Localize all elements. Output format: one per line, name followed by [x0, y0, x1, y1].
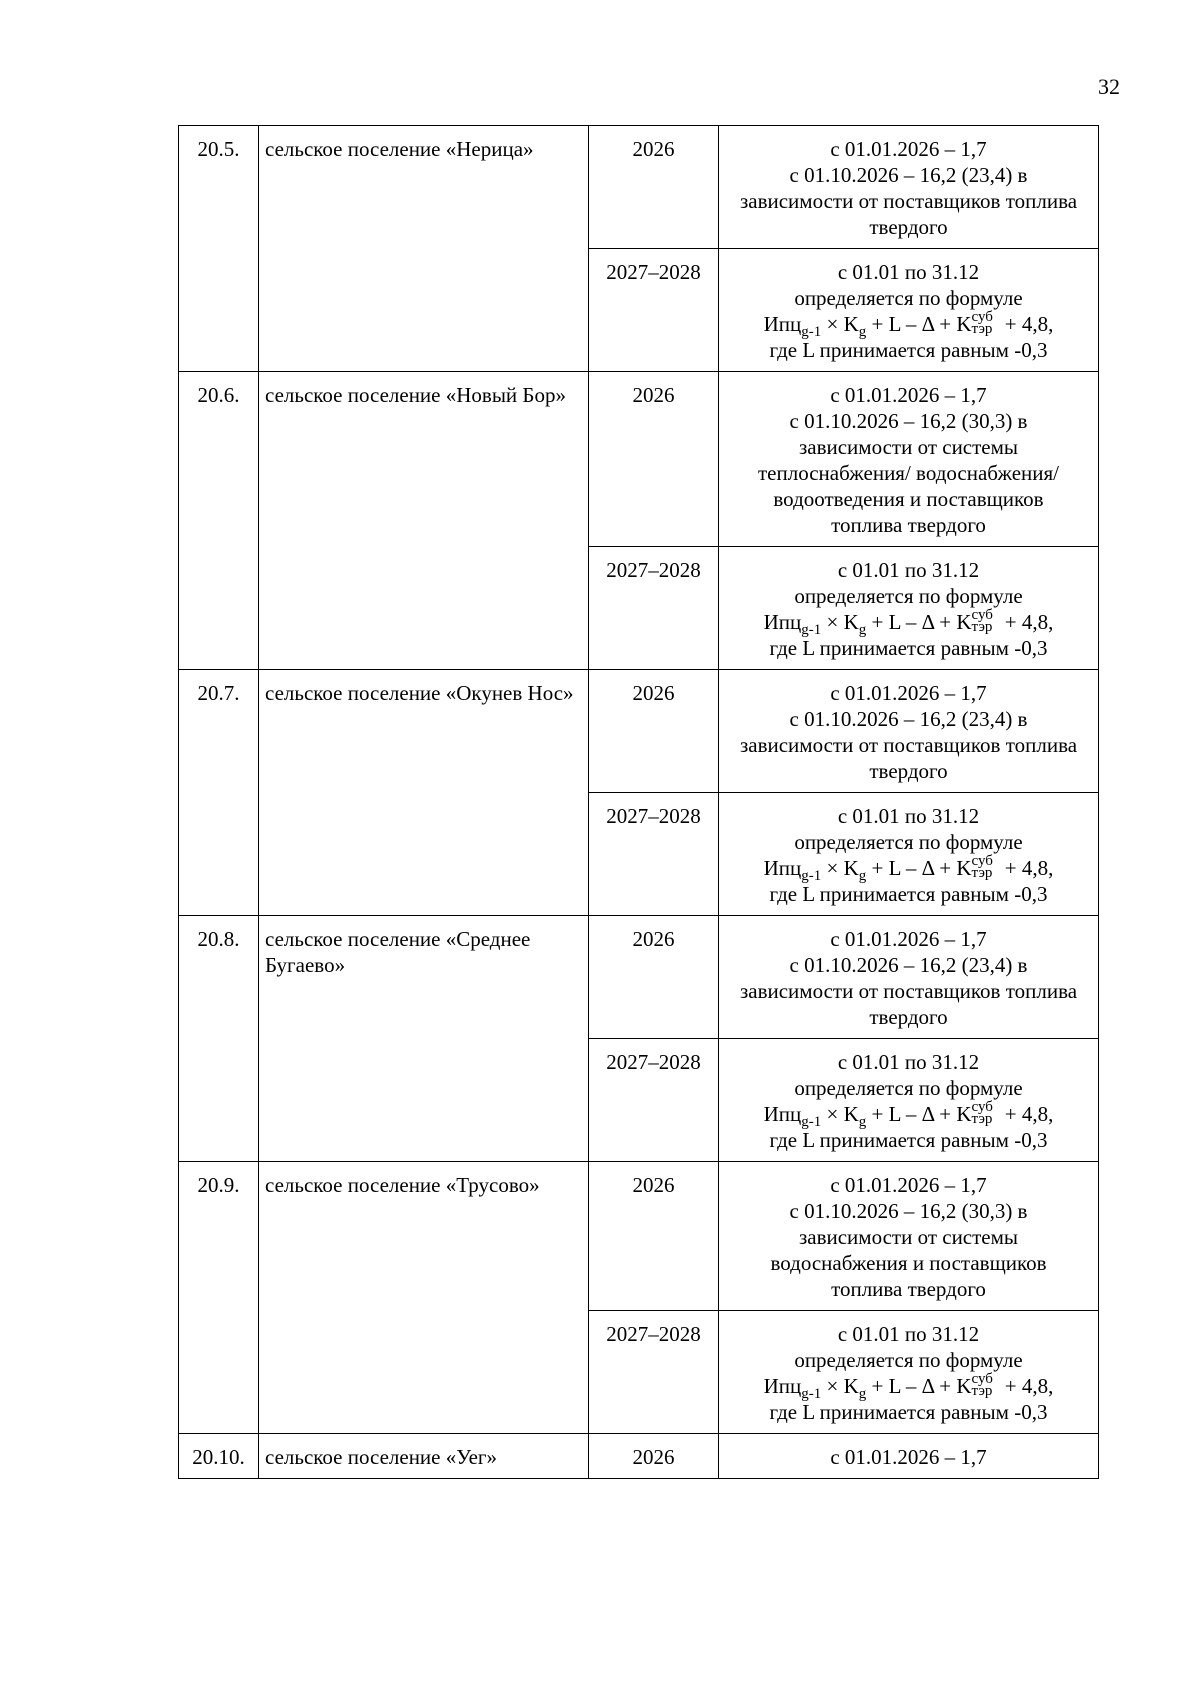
value-line: где L принимается равным -0,3 — [769, 338, 1048, 362]
value-line: зависимости от поставщиков топлива — [739, 189, 1078, 213]
value-line: определяется по формуле — [794, 830, 1023, 854]
value-line: с 01.10.2026 – 16,2 (23,4) в — [789, 163, 1028, 187]
settlement-name: сельское поселение «Окунев Нос» — [259, 670, 589, 916]
value-line: с 01.01 по 31.12 — [837, 1050, 980, 1074]
value-line: топлива твердого — [831, 1277, 986, 1301]
value-line: с 01.10.2026 – 16,2 (23,4) в — [789, 707, 1028, 731]
formula-ipc-subscript: g-1 — [801, 324, 822, 340]
table-body — [179, 126, 1099, 1479]
value-line: зависимости от поставщиков топлива — [739, 733, 1078, 757]
formula-ipc: Ипц — [763, 1102, 802, 1126]
period-value — [719, 126, 1099, 249]
value-line: с 01.01.2026 – 1,7 — [830, 137, 987, 161]
settlement-name: сельское поселение «Новый Бор» — [259, 372, 589, 670]
formula-times-k: × K — [821, 1102, 859, 1126]
period-year: 2026 — [589, 126, 719, 249]
period-year: 2026 — [589, 1434, 719, 1479]
value-line: водоотведения и поставщиков — [773, 487, 1044, 511]
formula-line — [725, 1371, 1092, 1402]
value-line: водоснабжения и поставщиков — [770, 1251, 1047, 1275]
row-number: 20.8. — [179, 916, 259, 1162]
tariff-table — [178, 125, 1099, 1479]
value-line: с 01.01 по 31.12 — [837, 804, 980, 828]
formula-k-subscript-ter: тэр — [971, 321, 993, 337]
formula-k-superscript: суб — [971, 853, 993, 869]
row-number: 20.5. — [179, 126, 259, 372]
formula-k-indices — [972, 609, 1000, 635]
formula-mid: + L – Δ + K — [866, 856, 972, 880]
formula-times-k: × K — [821, 856, 859, 880]
value-line: определяется по формуле — [794, 286, 1023, 310]
period-value — [719, 793, 1099, 916]
formula-k-subscript: g — [858, 1386, 867, 1402]
formula-k-indices — [972, 311, 1000, 337]
formula-line — [725, 607, 1092, 638]
table-row — [179, 916, 1099, 1039]
value-line: зависимости от системы — [798, 1225, 1019, 1249]
formula-k-indices — [972, 1373, 1000, 1399]
formula-ipc-subscript: g-1 — [801, 1386, 822, 1402]
period-value — [719, 1162, 1099, 1311]
value-line: с 01.01 по 31.12 — [837, 260, 980, 284]
period-year: 2027–2028 — [589, 1039, 719, 1162]
formula-mid: + L – Δ + K — [866, 1374, 972, 1398]
value-line: с 01.01.2026 – 1,7 — [830, 383, 987, 407]
value-line: теплоснабжения/ водоснабжения/ — [758, 461, 1059, 485]
formula-k-subscript-ter: тэр — [971, 865, 993, 881]
formula-k-superscript: суб — [971, 607, 993, 623]
value-line: с 01.01.2026 – 1,7 — [830, 927, 987, 951]
formula-tail: + 4,8, — [999, 1374, 1054, 1398]
formula-ipc-subscript: g-1 — [801, 868, 822, 884]
formula-ipc: Ипц — [763, 1374, 802, 1398]
formula-tail: + 4,8, — [999, 856, 1054, 880]
formula-k-indices — [972, 855, 1000, 881]
value-line: где L принимается равным -0,3 — [769, 882, 1048, 906]
period-year: 2026 — [589, 372, 719, 547]
formula-line — [725, 853, 1092, 884]
formula-mid: + L – Δ + K — [866, 312, 972, 336]
value-line: с 01.01 по 31.12 — [837, 558, 980, 582]
formula-ipc-subscript: g-1 — [801, 1114, 822, 1130]
formula-k-subscript: g — [858, 868, 867, 884]
period-year: 2026 — [589, 916, 719, 1039]
period-year: 2026 — [589, 1162, 719, 1311]
period-value — [719, 670, 1099, 793]
formula-times-k: × K — [821, 610, 859, 634]
period-year: 2027–2028 — [589, 547, 719, 670]
formula-ipc-subscript: g-1 — [801, 622, 822, 638]
row-number: 20.6. — [179, 372, 259, 670]
value-line: где L принимается равным -0,3 — [769, 1400, 1048, 1424]
period-value — [719, 547, 1099, 670]
settlement-name: сельское поселение «Уег» — [259, 1434, 589, 1479]
formula-k-subscript: g — [858, 622, 867, 638]
value-line: зависимости от поставщиков топлива — [739, 979, 1078, 1003]
value-line: определяется по формуле — [794, 1348, 1023, 1372]
row-number: 20.10. — [179, 1434, 259, 1479]
row-number: 20.7. — [179, 670, 259, 916]
period-year: 2027–2028 — [589, 249, 719, 372]
value-line: с 01.01.2026 – 1,7 — [830, 1173, 987, 1197]
formula-k-subscript: g — [858, 1114, 867, 1130]
formula-mid: + L – Δ + K — [866, 1102, 972, 1126]
value-line: твердого — [869, 215, 948, 239]
period-value — [719, 916, 1099, 1039]
formula-line — [725, 1099, 1092, 1130]
value-line: топлива твердого — [831, 513, 986, 537]
settlement-name: сельское поселение «Нерица» — [259, 126, 589, 372]
formula-times-k: × K — [821, 1374, 859, 1398]
value-line: твердого — [869, 1005, 948, 1029]
period-value — [719, 249, 1099, 372]
formula-mid: + L – Δ + K — [866, 610, 972, 634]
formula-tail: + 4,8, — [999, 1102, 1054, 1126]
period-value — [719, 1434, 1099, 1479]
table-row — [179, 1434, 1099, 1479]
formula-k-superscript: суб — [971, 1371, 993, 1387]
period-year: 2026 — [589, 670, 719, 793]
value-line: где L принимается равным -0,3 — [769, 636, 1048, 660]
formula-ipc: Ипц — [763, 856, 802, 880]
formula-k-subscript: g — [858, 324, 867, 340]
value-line: зависимости от системы — [798, 435, 1019, 459]
page-number: 32 — [1098, 74, 1120, 99]
settlement-name: сельское поселение «Среднее Бугаево» — [259, 916, 589, 1162]
value-line: с 01.01.2026 – 1,7 — [830, 1445, 987, 1469]
formula-tail: + 4,8, — [999, 610, 1054, 634]
formula-tail: + 4,8, — [999, 312, 1054, 336]
formula-k-superscript: суб — [971, 309, 993, 325]
value-line: твердого — [869, 759, 948, 783]
table-row — [179, 1162, 1099, 1311]
formula-k-subscript-ter: тэр — [971, 619, 993, 635]
period-value — [719, 1039, 1099, 1162]
table-row — [179, 670, 1099, 793]
formula-line — [725, 309, 1092, 340]
value-line: с 01.10.2026 – 16,2 (30,3) в — [789, 1199, 1028, 1223]
formula-k-indices — [972, 1101, 1000, 1127]
period-year: 2027–2028 — [589, 1311, 719, 1434]
value-line: с 01.01 по 31.12 — [837, 1322, 980, 1346]
value-line: с 01.10.2026 – 16,2 (23,4) в — [789, 953, 1028, 977]
formula-k-superscript: суб — [971, 1099, 993, 1115]
value-line: где L принимается равным -0,3 — [769, 1128, 1048, 1152]
settlement-name: сельское поселение «Трусово» — [259, 1162, 589, 1434]
formula-times-k: × K — [821, 312, 859, 336]
table-row — [179, 372, 1099, 547]
value-line: определяется по формуле — [794, 1076, 1023, 1100]
period-year: 2027–2028 — [589, 793, 719, 916]
value-line: с 01.10.2026 – 16,2 (30,3) в — [789, 409, 1028, 433]
value-line: с 01.01.2026 – 1,7 — [830, 681, 987, 705]
formula-k-subscript-ter: тэр — [971, 1383, 993, 1399]
period-value — [719, 372, 1099, 547]
table-row — [179, 126, 1099, 249]
formula-k-subscript-ter: тэр — [971, 1111, 993, 1127]
formula-ipc: Ипц — [763, 610, 802, 634]
value-line: определяется по формуле — [794, 584, 1023, 608]
formula-ipc: Ипц — [763, 312, 802, 336]
row-number: 20.9. — [179, 1162, 259, 1434]
period-value — [719, 1311, 1099, 1434]
